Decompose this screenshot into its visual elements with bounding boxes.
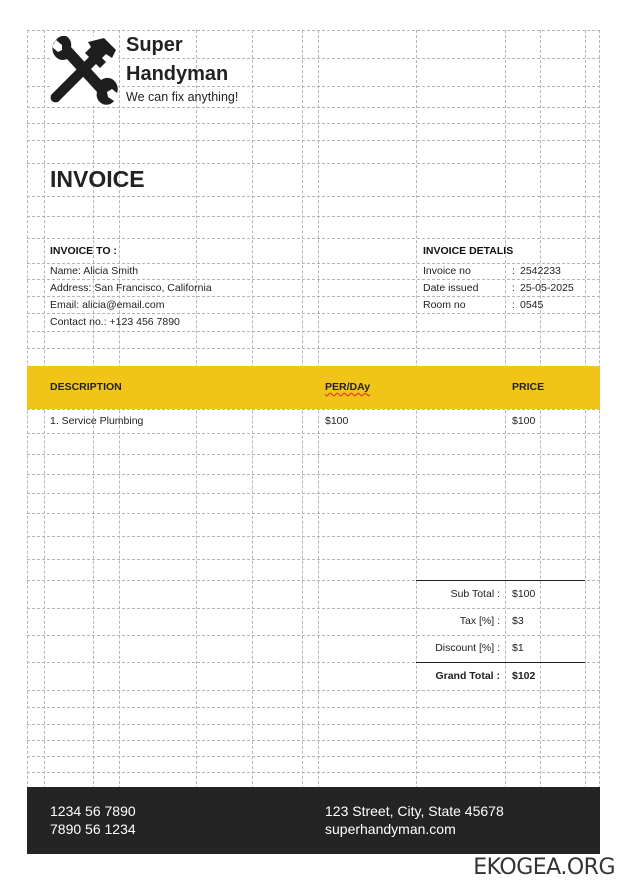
totals-top-rule (416, 580, 585, 581)
column-header-price: PRICE (512, 381, 545, 393)
details-sep: : (512, 282, 515, 294)
details-value-invoice-no: 2542233 (520, 265, 561, 277)
details-label-invoice-no: Invoice no (423, 265, 471, 277)
details-heading: INVOICE DETALIS (423, 245, 514, 257)
details-value-room: 0545 (520, 299, 544, 311)
subtotal-value: $100 (512, 588, 536, 600)
footer-website: superhandyman.com (325, 821, 456, 837)
bill-to-address: Address: San Francisco, California (50, 282, 212, 294)
watermark-right: .ORG (560, 855, 615, 880)
details-label-room: Room no (423, 299, 466, 311)
footer-phone-2: 7890 56 1234 (50, 821, 136, 837)
details-sep: : (512, 299, 515, 311)
tax-value: $3 (512, 615, 524, 627)
item-price: $100 (512, 415, 536, 427)
grand-total-rule (416, 662, 585, 663)
bill-to-contact: Contact no.: +123 456 7890 (50, 316, 180, 328)
details-value-date: 25-05-2025 (520, 282, 574, 294)
company-name-line2: Handyman (126, 63, 229, 85)
bill-to-name: Name: Alicia Smith (50, 265, 139, 277)
footer-band (27, 787, 600, 854)
column-header-per-day: PER/DAy (325, 381, 371, 393)
column-header-description: DESCRIPTION (50, 381, 122, 393)
discount-value: $1 (512, 642, 524, 654)
details-label-date: Date issued (423, 282, 479, 294)
footer-address: 123 Street, City, State 45678 (325, 803, 504, 819)
item-description: 1. Service Plumbing (50, 415, 144, 427)
company-name-line1: Super (126, 34, 183, 56)
hammer-wrench-icon (50, 36, 118, 106)
item-per-day: $100 (325, 415, 349, 427)
footer-phone-1: 1234 56 7890 (50, 803, 136, 819)
details-sep: : (512, 265, 515, 277)
watermark (473, 855, 615, 880)
grand-total-value: $102 (512, 670, 536, 682)
bill-to-email: Email: alicia@email.com (50, 299, 165, 311)
subtotal-label: Sub Total : (450, 588, 500, 600)
invoice-sheet (27, 30, 600, 854)
bill-to-heading: INVOICE TO : (50, 245, 117, 257)
grand-total-label: Grand Total : (435, 670, 500, 682)
discount-label: Discount [%] : (435, 642, 500, 654)
tax-label: Tax [%] : (459, 615, 500, 627)
company-tagline: We can fix anything! (126, 90, 239, 104)
watermark-left: EKOGEA (473, 855, 561, 880)
spreadsheet-grid (27, 30, 600, 854)
invoice-title: INVOICE (50, 166, 145, 192)
